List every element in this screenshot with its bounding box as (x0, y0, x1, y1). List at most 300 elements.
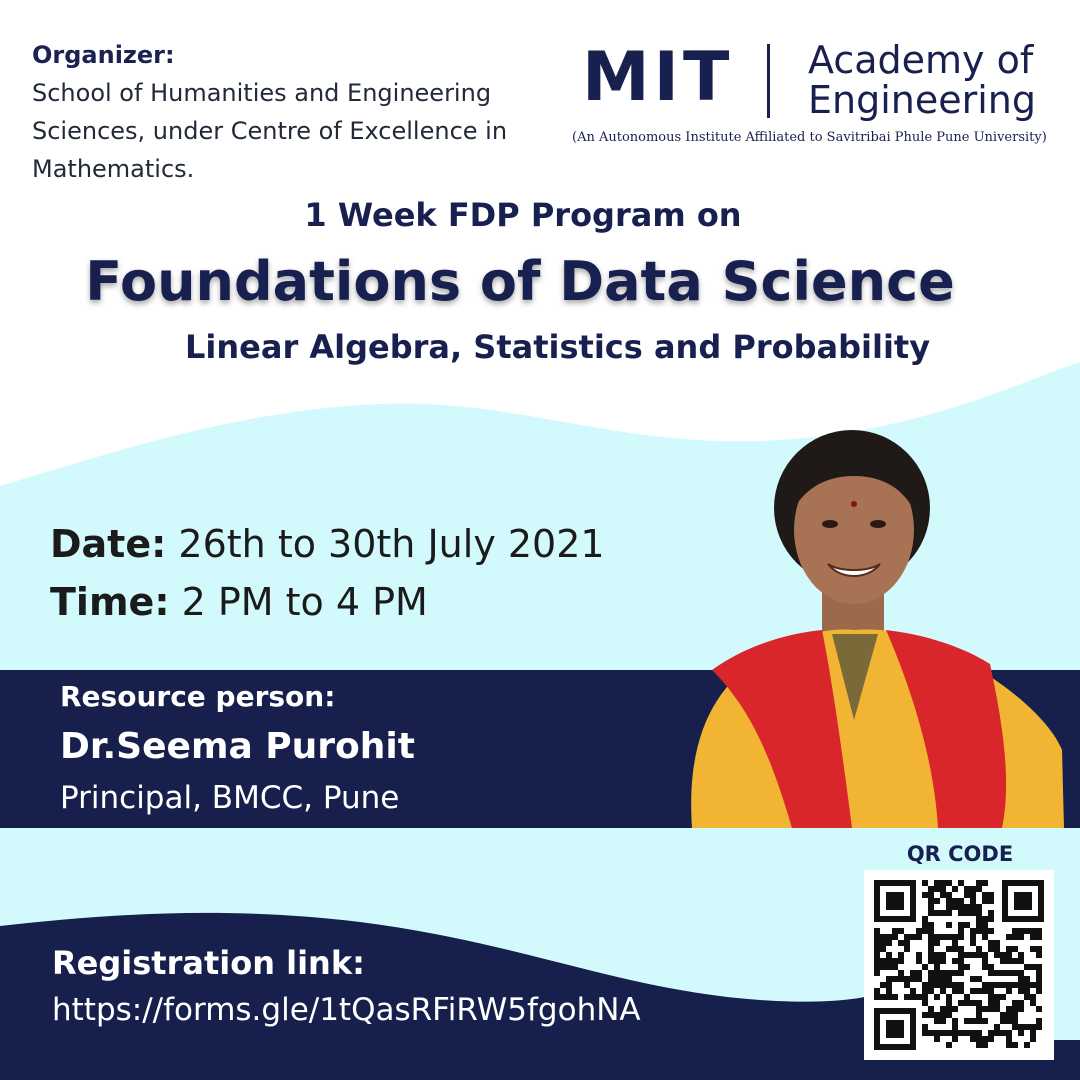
qr-module (970, 934, 976, 940)
qr-module (1006, 1030, 1012, 1036)
time-label: Time: (50, 580, 170, 624)
resource-person-role: Principal, BMCC, Pune (60, 780, 400, 816)
qr-module (1036, 952, 1042, 958)
qr-module (982, 880, 988, 886)
qr-module (988, 1036, 994, 1042)
qr-module (1000, 994, 1006, 1000)
qr-module (880, 946, 886, 952)
qr-module (934, 994, 940, 1000)
qr-module (1036, 976, 1042, 982)
qr-module (982, 916, 988, 922)
qr-module (874, 952, 880, 958)
qr-module (1036, 1006, 1042, 1012)
qr-module (988, 964, 994, 970)
qr-module (928, 934, 934, 940)
qr-module (934, 934, 940, 940)
organizer-line-3: Mathematics. (32, 155, 195, 183)
resource-person-name: Dr.Seema Purohit (60, 726, 415, 767)
qr-module (928, 892, 934, 898)
qr-module (970, 892, 976, 898)
qr-module (994, 970, 1000, 976)
qr-module (958, 898, 964, 904)
qr-module (976, 1042, 982, 1048)
qr-module (982, 1006, 988, 1012)
qr-module (922, 892, 928, 898)
qr-module (988, 916, 994, 922)
qr-module (970, 976, 976, 982)
qr-module (976, 916, 982, 922)
qr-module (940, 1018, 946, 1024)
qr-module (988, 1006, 994, 1012)
qr-module (958, 934, 964, 940)
qr-module (976, 1000, 982, 1006)
qr-module (1018, 970, 1024, 976)
qr-module (928, 988, 934, 994)
qr-module (964, 910, 970, 916)
qr-module (946, 1012, 952, 1018)
qr-module (886, 994, 892, 1000)
program-kicker: 1 Week FDP Program on (304, 196, 742, 234)
organizer-block (32, 36, 552, 188)
qr-module (1012, 1012, 1018, 1018)
qr-module (976, 952, 982, 958)
qr-module (964, 1030, 970, 1036)
qr-module (976, 910, 982, 916)
qr-module (928, 904, 934, 910)
qr-module (970, 886, 976, 892)
qr-module (874, 958, 880, 964)
qr-module (988, 892, 994, 898)
resource-person-label: Resource person: (60, 680, 336, 713)
qr-module (1018, 1024, 1024, 1030)
qr-module (934, 1030, 940, 1036)
qr-module (898, 952, 904, 958)
qr-module (952, 1006, 958, 1012)
qr-module (1036, 982, 1042, 988)
organizer-line-2: Sciences, under Centre of Excellence in (32, 117, 508, 145)
qr-module (886, 982, 892, 988)
qr-module (940, 988, 946, 994)
qr-module (994, 994, 1000, 1000)
qr-module (904, 976, 910, 982)
qr-module (886, 976, 892, 982)
qr-module (898, 940, 904, 946)
qr-module (970, 904, 976, 910)
qr-module (928, 1030, 934, 1036)
qr-module (928, 970, 934, 976)
qr-module (880, 982, 886, 988)
qr-module (1000, 982, 1006, 988)
qr-module (886, 952, 892, 958)
qr-module (982, 1042, 988, 1048)
qr-module (964, 892, 970, 898)
qr-module (1018, 1000, 1024, 1006)
qr-module (940, 880, 946, 886)
qr-module (946, 904, 952, 910)
qr-module (952, 1018, 958, 1024)
qr-module (946, 1000, 952, 1006)
qr-module (1030, 934, 1036, 940)
qr-module (994, 1024, 1000, 1030)
qr-module (934, 910, 940, 916)
qr-module (928, 1006, 934, 1012)
qr-module (904, 994, 910, 1000)
qr-module (910, 994, 916, 1000)
qr-module (952, 898, 958, 904)
qr-module (1006, 1042, 1012, 1048)
qr-module (958, 988, 964, 994)
qr-module (982, 958, 988, 964)
qr-module (952, 1024, 958, 1030)
qr-module (934, 970, 940, 976)
qr-module (1012, 1042, 1018, 1048)
qr-module (970, 952, 976, 958)
qr-code[interactable] (864, 870, 1054, 1060)
qr-module (1024, 1024, 1030, 1030)
qr-module (964, 886, 970, 892)
qr-module (916, 928, 922, 934)
qr-module (976, 928, 982, 934)
qr-module (952, 988, 958, 994)
qr-module (1012, 1000, 1018, 1006)
qr-module (958, 928, 964, 934)
qr-module (1000, 1030, 1006, 1036)
qr-module (964, 922, 970, 928)
qr-module (880, 940, 886, 946)
qr-module (922, 1000, 928, 1006)
qr-module (958, 922, 964, 928)
organizer-line-1: School of Humanities and Engineering (32, 79, 492, 107)
qr-module (1006, 934, 1012, 940)
qr-module (958, 964, 964, 970)
photo-eye-right (870, 520, 886, 528)
qr-module (940, 952, 946, 958)
organizer-label: Organizer: (32, 41, 175, 69)
qr-module (916, 976, 922, 982)
qr-module (916, 994, 922, 1000)
qr-module (874, 994, 880, 1000)
qr-module (898, 976, 904, 982)
qr-module (958, 952, 964, 958)
qr-module (940, 1012, 946, 1018)
qr-module (964, 994, 970, 1000)
qr-module (970, 1036, 976, 1042)
qr-module (976, 1036, 982, 1042)
qr-module (1018, 982, 1024, 988)
qr-module (898, 958, 904, 964)
qr-module (946, 910, 952, 916)
qr-module (946, 994, 952, 1000)
qr-module (958, 904, 964, 910)
registration-label: Registration link: (52, 944, 365, 982)
qr-module (886, 934, 892, 940)
qr-module (910, 988, 916, 994)
qr-module (1006, 988, 1012, 994)
qr-module (892, 964, 898, 970)
qr-module (994, 1030, 1000, 1036)
qr-module (922, 880, 928, 886)
qr-module (946, 1030, 952, 1036)
qr-label: QR CODE (906, 842, 1014, 866)
qr-module (1006, 946, 1012, 952)
qr-module (1036, 1024, 1042, 1030)
qr-finder-top-left (874, 880, 916, 922)
qr-module (934, 880, 940, 886)
qr-module (1024, 964, 1030, 970)
qr-module (1018, 988, 1024, 994)
qr-finder-bottom-left (874, 1008, 916, 1050)
qr-module (928, 940, 934, 946)
qr-module (976, 1006, 982, 1012)
qr-module (994, 982, 1000, 988)
qr-module (1018, 1006, 1024, 1012)
qr-module (880, 994, 886, 1000)
qr-module (988, 946, 994, 952)
qr-module (976, 988, 982, 994)
qr-module (1018, 976, 1024, 982)
qr-module (916, 958, 922, 964)
qr-module (1006, 952, 1012, 958)
qr-module (874, 946, 880, 952)
qr-module (988, 994, 994, 1000)
qr-module (922, 988, 928, 994)
qr-module (946, 922, 952, 928)
qr-module (904, 982, 910, 988)
qr-module (910, 934, 916, 940)
qr-module (952, 886, 958, 892)
qr-module (880, 934, 886, 940)
logo-divider (767, 44, 770, 118)
qr-module (940, 910, 946, 916)
qr-module (970, 898, 976, 904)
qr-module (952, 1030, 958, 1036)
qr-module (982, 922, 988, 928)
qr-module (958, 982, 964, 988)
qr-module (970, 1018, 976, 1024)
qr-module (892, 958, 898, 964)
qr-module (1018, 928, 1024, 934)
qr-module (1030, 1000, 1036, 1006)
qr-module (1036, 928, 1042, 934)
qr-module (928, 898, 934, 904)
qr-module (1024, 976, 1030, 982)
qr-module (874, 934, 880, 940)
qr-module (874, 940, 880, 946)
qr-module (994, 952, 1000, 958)
qr-module (1012, 1024, 1018, 1030)
qr-module (946, 898, 952, 904)
qr-module (886, 958, 892, 964)
qr-module (964, 904, 970, 910)
qr-module (964, 1000, 970, 1006)
qr-module (1012, 1018, 1018, 1024)
qr-module (1006, 1018, 1012, 1024)
qr-module (934, 982, 940, 988)
qr-module (940, 1006, 946, 1012)
speaker-photo (672, 420, 1064, 828)
qr-module (970, 1030, 976, 1036)
qr-module (976, 1018, 982, 1024)
qr-module (874, 964, 880, 970)
qr-module (934, 898, 940, 904)
qr-module (988, 910, 994, 916)
qr-module (1000, 970, 1006, 976)
qr-module (928, 922, 934, 928)
qr-module (1000, 958, 1006, 964)
qr-module (940, 886, 946, 892)
qr-module (928, 982, 934, 988)
qr-module (988, 940, 994, 946)
qr-module (982, 1036, 988, 1042)
qr-module (940, 982, 946, 988)
qr-module (922, 1030, 928, 1036)
qr-module (994, 940, 1000, 946)
qr-module (976, 1012, 982, 1018)
qr-module (922, 1024, 928, 1030)
qr-module (940, 958, 946, 964)
qr-module (892, 928, 898, 934)
qr-module (898, 928, 904, 934)
qr-module (946, 976, 952, 982)
qr-module (946, 880, 952, 886)
qr-module (988, 898, 994, 904)
qr-module (1030, 994, 1036, 1000)
qr-module (958, 958, 964, 964)
qr-module (1030, 982, 1036, 988)
qr-module (1006, 1006, 1012, 1012)
date-value: 26th to 30th July 2021 (166, 522, 605, 566)
qr-module (922, 964, 928, 970)
qr-module (1006, 982, 1012, 988)
qr-module (934, 964, 940, 970)
qr-module (988, 1000, 994, 1006)
qr-module (1006, 970, 1012, 976)
qr-module (1018, 934, 1024, 940)
qr-module (970, 1000, 976, 1006)
qr-module (1036, 934, 1042, 940)
qr-module (874, 970, 880, 976)
qr-module (934, 1018, 940, 1024)
qr-module (922, 982, 928, 988)
qr-module (940, 976, 946, 982)
qr-module (970, 910, 976, 916)
qr-module (946, 982, 952, 988)
qr-module (1018, 958, 1024, 964)
qr-module (988, 988, 994, 994)
qr-module (1000, 952, 1006, 958)
qr-module (934, 886, 940, 892)
qr-module (1006, 958, 1012, 964)
qr-module (952, 934, 958, 940)
qr-module (1006, 1036, 1012, 1042)
qr-module (940, 892, 946, 898)
qr-module (1024, 1042, 1030, 1048)
qr-module (922, 1012, 928, 1018)
qr-module (982, 964, 988, 970)
qr-module (880, 958, 886, 964)
qr-module (892, 994, 898, 1000)
photo-eye-left (822, 520, 838, 528)
qr-module (1012, 1006, 1018, 1012)
time-value: 2 PM to 4 PM (169, 580, 428, 624)
qr-module (952, 982, 958, 988)
qr-module (988, 982, 994, 988)
date-line (50, 522, 605, 566)
qr-module (970, 928, 976, 934)
time-line (50, 580, 428, 624)
qr-module (910, 970, 916, 976)
qr-module (1000, 1012, 1006, 1018)
qr-module (976, 976, 982, 982)
logo-line-1: Academy of (808, 38, 1034, 82)
qr-module (928, 928, 934, 934)
qr-module (994, 1006, 1000, 1012)
qr-module (904, 946, 910, 952)
qr-module (922, 928, 928, 934)
qr-module (952, 940, 958, 946)
qr-module (946, 970, 952, 976)
qr-module (934, 940, 940, 946)
qr-module (946, 946, 952, 952)
registration-link[interactable]: https://forms.gle/1tQasRFiRW5fgohNA (52, 992, 641, 1028)
qr-module (952, 958, 958, 964)
qr-module (892, 976, 898, 982)
qr-module (970, 940, 976, 946)
qr-module (976, 1030, 982, 1036)
qr-module (922, 916, 928, 922)
qr-module (1030, 1030, 1036, 1036)
logo-line-2: Engineering (808, 78, 1036, 122)
qr-module (1030, 1036, 1036, 1042)
qr-module (1012, 946, 1018, 952)
qr-module (1036, 964, 1042, 970)
qr-module (928, 958, 934, 964)
qr-module (934, 976, 940, 982)
program-subtitle: Linear Algebra, Statistics and Probability (185, 328, 931, 366)
qr-module (988, 928, 994, 934)
qr-module (934, 1012, 940, 1018)
qr-module (928, 886, 934, 892)
qr-module (1012, 928, 1018, 934)
qr-module (952, 1036, 958, 1042)
qr-module (1030, 928, 1036, 934)
qr-module (970, 988, 976, 994)
qr-module (1018, 1030, 1024, 1036)
qr-module (958, 970, 964, 976)
qr-module (1024, 928, 1030, 934)
qr-module (976, 886, 982, 892)
qr-module (1024, 994, 1030, 1000)
qr-module (976, 880, 982, 886)
qr-module (922, 922, 928, 928)
qr-module (898, 970, 904, 976)
qr-module (934, 1036, 940, 1042)
logo-wordmark: MIT (582, 38, 734, 117)
qr-module (952, 904, 958, 910)
qr-module (946, 934, 952, 940)
qr-module (874, 928, 880, 934)
qr-code-pattern (874, 880, 1044, 1050)
qr-module (928, 976, 934, 982)
qr-module (982, 952, 988, 958)
qr-module (1012, 982, 1018, 988)
qr-module (964, 1018, 970, 1024)
qr-module (886, 988, 892, 994)
qr-module (934, 952, 940, 958)
qr-module (982, 988, 988, 994)
qr-module (1018, 952, 1024, 958)
qr-module (982, 982, 988, 988)
